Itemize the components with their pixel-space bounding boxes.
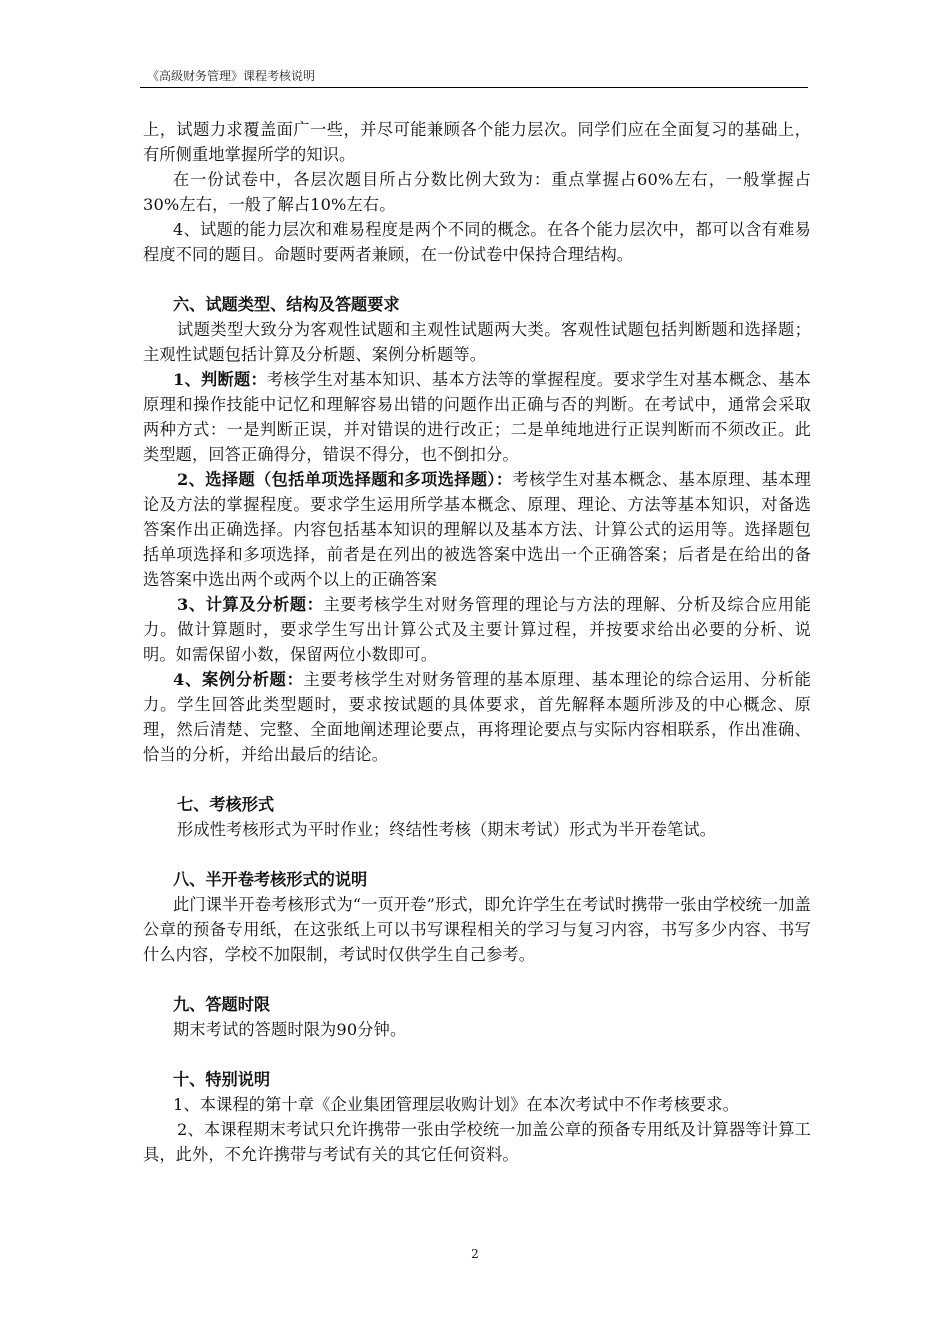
section-8-text: 此门课半开卷考核形式为“一页开卷”形式，即允许学生在考试时携带一张由学校统一加盖公章的预备专用纸，在这张纸上可以书写课程相关的学习与复习内容，书写多少内容、书写什么内容，学校不加限制，考试时仅供学生自己参考。 [143,895,811,964]
section-6-intro: 试题类型大致分为客观性试题和主观性试题两大类。客观性试题包括判断题和选择题；主观性试题包括计算及分析题、案例分析题等。 [143,320,811,364]
section-10-heading: 十、特别说明 [173,1070,271,1089]
section-8-heading: 八、半开卷考核形式的说明 [173,870,368,889]
spacer [143,1042,811,1067]
question-type-judgement-text: 考核学生对基本知识、基本方法等的掌握程度。要求学生对基本概念、基本原理和操作技能中记忆和理解容易出错的问题作出正确与否的判断。在考试中，通常会采取两种方式：一是判断正误，并对错误的进行改正；二是单纯地进行正误判断而不须改正。此类型题，回答正确得分，错误不得分，也不倒扣分。 [143,370,811,464]
section-9-heading: 九、答题时限 [173,995,271,1014]
question-type-judgement-label: 1、判断题： [173,370,268,389]
question-type-case-text: 主要考核学生对财务管理的基本原理、基本理论的综合运用、分析能力。学生回答此类型题时，要求按试题的具体要求，首先解释本题所涉及的中心概念、原理，然后清楚、完整、全面地阐述理论要点，再将理论要点与实际内容相联系，作出准确、恰当的分析，并给出最后的结论。 [143,670,812,764]
paragraph-score-ratio: 在一份试卷中，各层次题目所占分数比例大致为：重点掌握占60%左右，一般掌握占30%左右，一般了解占10%左右。 [143,170,811,214]
question-type-case [143,667,811,767]
question-type-choice-label: 2、选择题（包括单项选择题和多项选择题）： [177,470,513,489]
section-10-item-2: 2、本课程期末考试只允许携带一张由学校统一加盖公章的预备专用纸及计算器等计算工具，此外，不允许携带与考试有关的其它任何资料。 [143,1120,811,1164]
section-6-heading: 六、试题类型、结构及答题要求 [173,295,400,314]
section-7-heading: 七、考核形式 [177,795,275,814]
question-type-choice-text: 考核学生对基本概念、基本原理、基本理论及方法的掌握程度。要求学生运用所学基本概念、原理、理论、方法等基本知识，对备选答案作出正确选择。内容包括基本知识的理解以及基本方法、计算公式的运用等。选择题包括单项选择和多项选择，前者是在列出的被选答案中选出一个正确答案；后者是在给出的备选答案中选出两个或两个以上的正确答案 [143,470,812,589]
page-header [147,68,807,84]
paragraph-continuation: 上，试题力求覆盖面广一些，并尽可能兼顾各个能力层次。同学们应在全面复习的基础上，有所侧重地掌握所学的知识。 [143,120,811,164]
question-type-calculation-text: 主要考核学生对财务管理的理论与方法的理解、分析及综合应用能力。做计算题时，要求学生写出计算公式及主要计算过程，并按要求给出必要的分析、说明。如需保留小数，保留两位小数即可。 [143,595,811,664]
section-10-item-1: 1、本课程的第十章《企业集团管理层收购计划》在本次考试中不作考核要求。 [173,1095,739,1114]
question-type-case-label: 4、案例分析题： [173,670,304,689]
section-7-text: 形成性考核形式为平时作业；终结性考核（期末考试）形式为半开卷笔试。 [177,820,717,839]
question-type-choice [143,467,811,592]
question-type-calculation-label: 3、计算及分析题： [177,595,324,614]
spacer [143,767,811,792]
spacer [143,967,811,992]
question-type-judgement [143,367,811,467]
header-rule [140,87,808,88]
spacer [143,842,811,867]
page-number: 2 [471,1247,479,1261]
header-title: 《高级财务管理》课程考核说明 [147,69,316,83]
paragraph-item-4: 4、试题的能力层次和难易程度是两个不同的概念。在各个能力层次中，都可以含有难易程度不同的题目。命题时要两者兼顾，在一份试卷中保持合理结构。 [143,220,811,264]
section-9-text: 期末考试的答题时限为90分钟。 [173,1020,407,1039]
spacer [143,267,811,292]
document-body [143,117,811,1167]
question-type-calculation [143,592,811,667]
